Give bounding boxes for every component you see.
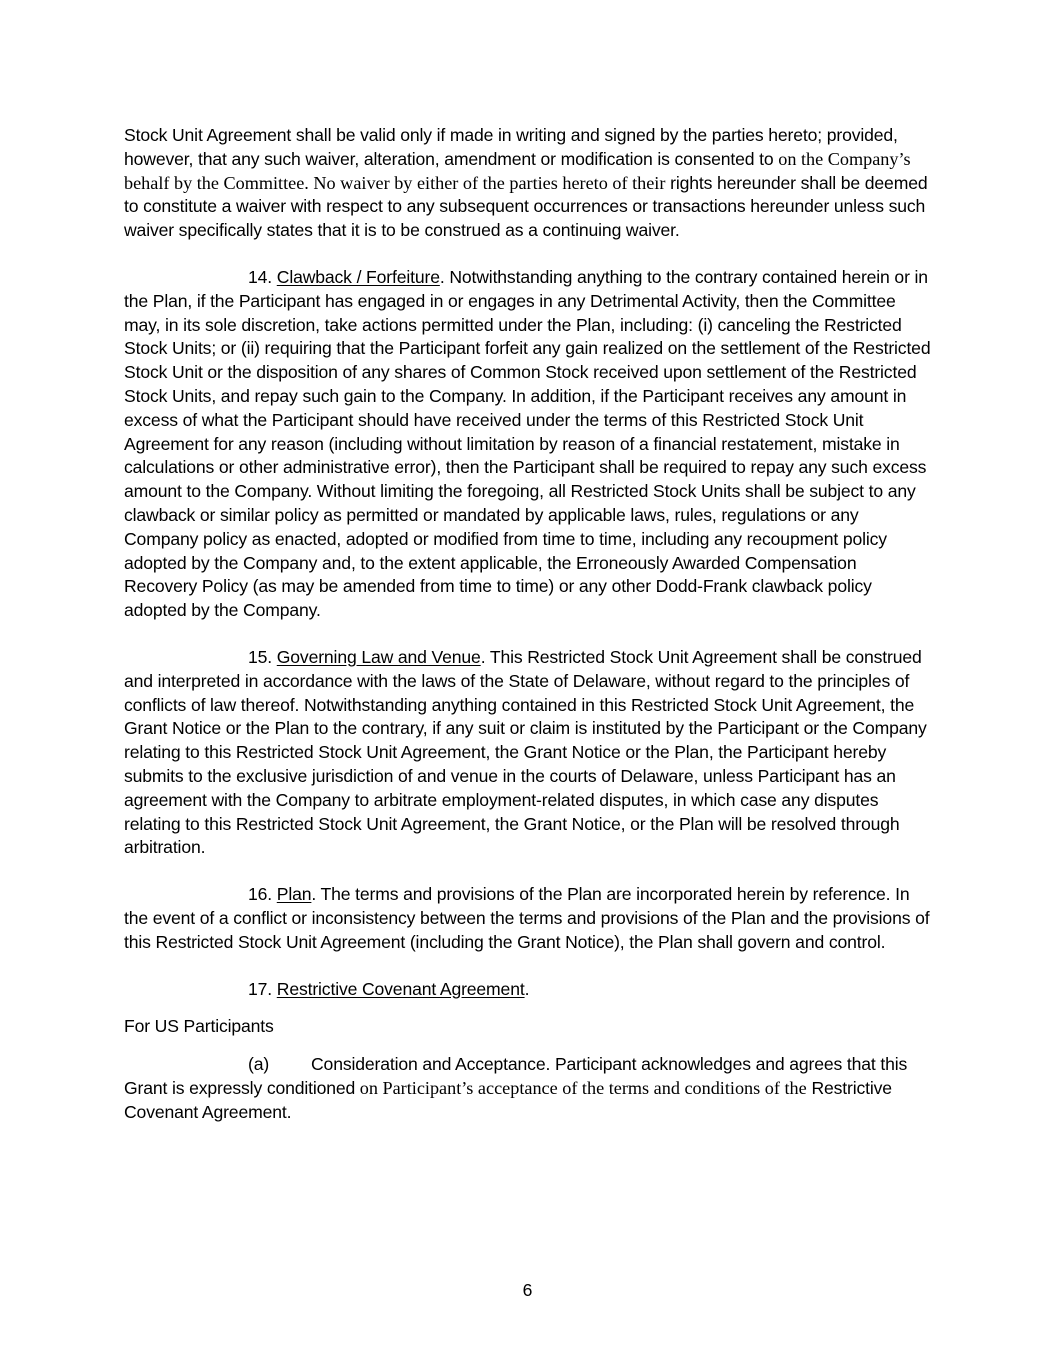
section-15-number: 15.: [248, 646, 273, 667]
section-14-body: . Notwithstanding anything to the contrary contained herein or in the Plan, if the Participant has engaged in or engages in any Detrimental Activity, then the Committee may, in its sole discretion, take actions permitted under the Plan, including: (i) canceling the Restricted Stock Units; or (ii) requiring that the Participant forfeit any gain realized on the settlement of the Restricted Stock Unit or the disposition of any shares of Common Stock received upon settlement of the Restricted Stock Units, and repay such gain to the Company. In addition, if the Participant receives any amount in excess of what the Participant should have received under the terms of this Restricted Stock Unit Agreement for any reason (including without limitation by reason of a financial restatement, mistake in calculations or other administrative error), then the Participant shall be required to repay any such excess amount to the Company. Without limiting the foregoing, all Restricted Stock Units shall be subject to any clawback or similar policy as permitted or mandated by applicable laws, rules, regulations or any Company policy as enacted, adopted or modified from time to time, including any recoupment policy adopted by the Company and, to the extent applicable, the Erroneously Awarded Compensation Recovery Policy (as may be amended from time to time) or any other Dodd-Frank clawback policy adopted by the Company.: [124, 266, 931, 621]
subsection-a-text1: Participant acknowledges and agrees that this Grant is expressly conditioned: [124, 1054, 908, 1098]
intro-text-part1: Stock Unit Agreement shall be valid only if made in writing and signed by the parties hereto; provided, however, that any such waiver, alteration, amendment or modification is consented to: [124, 125, 898, 169]
section-17-suffix: .: [524, 978, 530, 999]
section-16-body: . The terms and provisions of the Plan are incorporated herein by reference. In the event of a conflict or inconsistency between the terms and provisions of the Plan and the provisions of this Restricted Stock Unit Agreement (including the Grant Notice), the Plan shall govern and control.: [124, 884, 930, 952]
us-participants-label: For US Participants: [124, 1016, 274, 1037]
subsection-a: [124, 1053, 932, 1124]
section-16-number: 16.: [248, 884, 273, 905]
subsection-a-text2: on Participant’s acceptance of the terms and conditions of the: [355, 1077, 807, 1098]
document-body: [124, 124, 932, 1147]
section-15-heading: Governing Law and Venue: [276, 646, 481, 667]
subsection-a-title: Consideration and Acceptance.: [311, 1054, 551, 1075]
intro-text-part2: on the Company’s behalf by the Committee. No waiver by either of the parties hereto of their: [124, 148, 911, 193]
section-16-heading: Plan: [276, 884, 312, 905]
section-17-number: 17.: [248, 978, 273, 999]
section-15-body: . This Restricted Stock Unit Agreement shall be construed and interpreted in accordance with the laws of the State of Delaware, without regard to the principles of conflicts of law thereof. Notwithstanding anything contained in this Restricted Stock Unit Agreement, the Grant Notice or the Plan to the contrary, if any suit or claim is instituted by the Participant or the Company relating to this Restricted Stock Unit Agreement, the Grant Notice or the Plan, the Participant hereby submits to the exclusive jurisdiction of and venue in the courts of Delaware, unless Participant has an agreement with the Company to arbitrate employment-related disputes, in which case any disputes relating to this Restricted Stock Unit Agreement, the Grant Notice, or the Plan will be resolved through arbitration.: [124, 646, 927, 858]
section-15: [124, 646, 932, 860]
section-17: [124, 978, 932, 1002]
us-participants-heading: [124, 1015, 932, 1039]
section-14: [124, 266, 932, 623]
subsection-a-label: (a): [248, 1054, 270, 1075]
section-17-heading: Restrictive Covenant Agreement: [276, 978, 525, 999]
page-number: 6: [522, 1280, 533, 1300]
intro-text-part3: rights hereunder shall be deemed to constitute a waiver with respect to any subsequent occurrences or transactions hereunder unless such waiver specifically states that it is to be construed as a continuing waiver.: [124, 172, 928, 241]
section-14-number: 14.: [248, 266, 273, 287]
section-16: [124, 883, 932, 954]
section-14-heading: Clawback / Forfeiture: [276, 266, 440, 287]
intro-paragraph: [124, 124, 932, 243]
subsection-a-text3: Restrictive Covenant Agreement.: [124, 1077, 892, 1122]
